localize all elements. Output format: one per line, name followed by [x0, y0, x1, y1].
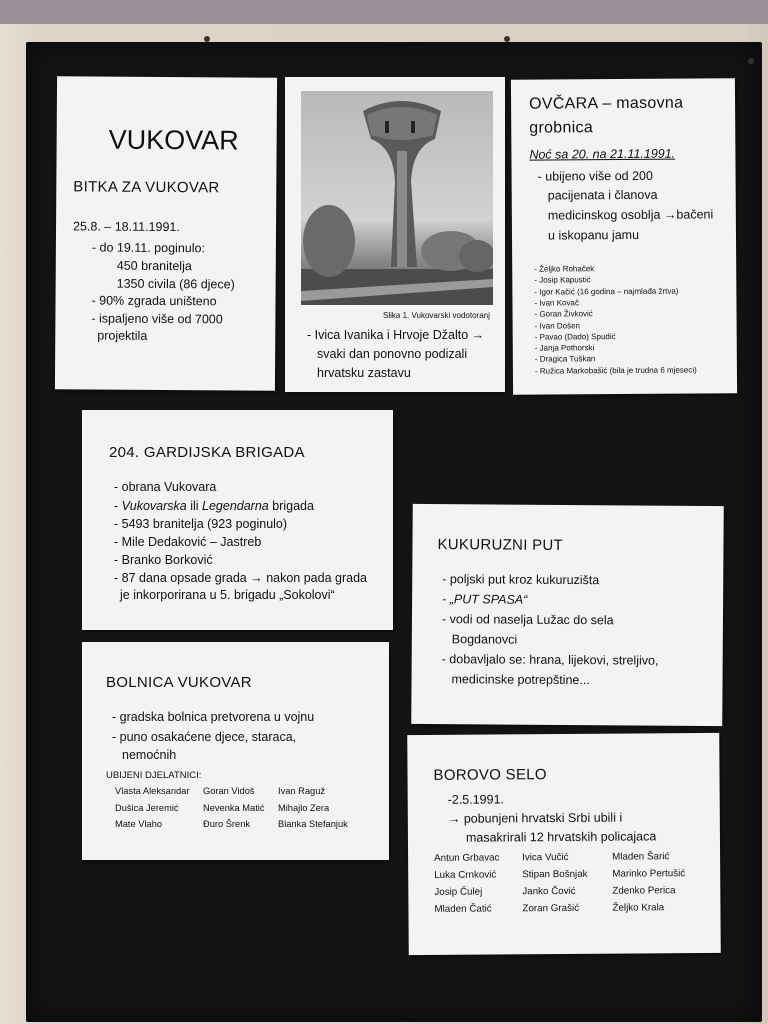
ovcara-line: - ubijeno više od 200 [537, 168, 653, 184]
borovo-victim-name: Antun Grbavac [434, 852, 500, 864]
borovo-line: → pobunjeni hrvatski Srbi ubili i [447, 810, 623, 826]
tower-line: hrvatsku zastavu [317, 366, 411, 380]
borovo-victim-name: Zdenko Perica [612, 885, 676, 897]
water-tower-photo [301, 91, 493, 305]
vukovar-line: - 90% zgrada uništeno [91, 293, 217, 309]
kukuruzni-line: - „PUT SPASA“ [442, 592, 528, 607]
paper-brigada [82, 410, 393, 630]
vukovar-dates: 25.8. – 18.11.1991. [72, 219, 180, 235]
ovcara-victim-name: - Ružica Markobašić (bila je trudna 6 mjeseci) [534, 365, 697, 376]
ovcara-title: grobnica [529, 119, 594, 137]
bolnica-victim-name: Nevenka Matić [203, 802, 265, 813]
vukovar-line: 1350 civila (86 djece) [116, 276, 235, 292]
ovcara-victim-name: - Pavao (Dado) Spudić [534, 331, 616, 342]
bolnica-line: - puno osakaćene djece, staraca, [112, 730, 297, 744]
vukovar-line: - do 19.11. poginulo: [91, 240, 206, 256]
tower-line: - Ivica Ivanika i Hrvoje Džalto → [307, 328, 485, 342]
tower-line: svaki dan ponovno podizali [317, 347, 468, 361]
bolnica-victim-name: Mihajlo Zera [278, 802, 330, 813]
bolnica-victim-name: Đuro Šrenk [203, 819, 251, 829]
borovo-victim-name: Marinko Pertušić [612, 868, 686, 880]
pin [504, 36, 510, 42]
borovo-victim-name: Zoran Grašić [522, 902, 580, 915]
vukovar-line: projektila [97, 328, 148, 343]
ovcara-victim-name: - Željko Rohaček [534, 264, 595, 274]
kukuruzni-line: - poljski put kroz kukuruzišta [442, 572, 600, 588]
borovo-victim-name: Mladen Šarić [612, 851, 670, 863]
ovcara-victim-name: - Igor Kačić (16 godina – najmlađa žrtva) [534, 286, 679, 297]
ovcara-victim-name: - Ivan Došen [534, 320, 581, 331]
borovo-victim-name: Janko Čović [522, 885, 576, 898]
kukuruzni-line: - dobavljalo se: hrana, lijekovi, streljivo, [441, 652, 659, 668]
vukovar-line: - ispaljeno više od 7000 [91, 311, 223, 327]
bolnica-line: nemoćnih [122, 748, 177, 762]
paper-borovo-selo [407, 733, 721, 955]
borovo-victim-name: Mladen Čatić [434, 903, 492, 915]
bolnica-victim-name: Blanka Stefanjuk [278, 819, 348, 829]
ovcara-victim-name: - Goran Živković [534, 309, 593, 319]
bolnica-title: BOLNICA VUKOVAR [106, 674, 252, 691]
kukuruzni-line: Bogdanovci [451, 632, 518, 647]
paper-kukuruzni-put [411, 504, 724, 726]
borovo-line: masakrirali 12 hrvatskih policajaca [465, 829, 657, 845]
brigada-line: - Vukovarska ili Legendarna brigada [114, 499, 314, 513]
bolnica-victim-name: Mate Vlaho [115, 819, 163, 829]
bolnica-victim-name: Goran Vidoš [203, 786, 255, 796]
borovo-victim-name: Josip Čulej [434, 886, 483, 898]
ovcara-victim-name: - Josip Kapustić [534, 275, 591, 285]
ovcara-line: u iskopanu jamu [547, 227, 640, 243]
ovcara-victim-name: - Janja Pothorski [534, 343, 595, 353]
bolnica-victim-name: Ivan Raguž [278, 786, 326, 796]
brigada-line: - Mile Dedaković – Jastreb [114, 535, 262, 549]
paper-bolnica [82, 642, 389, 860]
borovo-victim-name: Stipan Bošnjak [522, 868, 588, 881]
vukovar-subtitle: BITKA ZA VUKOVAR [73, 178, 220, 197]
paper-vukovar [55, 76, 277, 391]
bolnica-victim-name: Dušica Jeremić [115, 802, 179, 813]
ovcara-line: pacijenata i članova [547, 187, 658, 203]
borovo-victim-name: Luka Crnković [434, 869, 497, 881]
brigada-line: - Branko Borković [114, 553, 213, 567]
paper-ovcara [511, 78, 737, 395]
pin [204, 36, 210, 42]
paper-water-tower [285, 77, 505, 392]
brigada-title: 204. GARDIJSKA BRIGADA [109, 444, 305, 461]
borovo-victim-name: Ivica Vučić [522, 851, 569, 864]
brigada-line: - 87 dana opsade grada → nakon pada grada [114, 571, 367, 585]
ovcara-victim-name: - Ivan Kovač [534, 298, 579, 308]
kukuruzni-title: KUKURUZNI PUT [437, 536, 564, 554]
ovcara-victim-name: - Dragica Tuškan [534, 354, 596, 365]
ovcara-date: Noć sa 20. na 21.11.1991. [529, 146, 676, 162]
brigada-line: je inkorporirana u 5. brigadu „Sokolovi“ [120, 588, 335, 602]
pin [748, 58, 754, 64]
vukovar-title: VUKOVAR [108, 124, 239, 156]
ovcara-title: OVČARA – masovna [529, 94, 684, 113]
brigada-line: - 5493 branitelja (923 poginulo) [114, 517, 288, 531]
vukovar-line: 450 branitelja [116, 258, 192, 274]
brigada-line: - obrana Vukovara [114, 480, 217, 494]
borovo-victim-name: Željko Krala [612, 902, 665, 914]
kukuruzni-line: - vodi od naselja Lužac do sela [441, 612, 614, 628]
bolnica-killed-label: UBIJENI DJELATNICI: [106, 770, 202, 781]
tower-caption: Slika 1. Vukovarski vodotoranj [383, 311, 490, 320]
bolnica-line: - gradska bolnica pretvorena u vojnu [112, 710, 315, 724]
kukuruzni-line: medicinske potrepštine... [451, 672, 590, 688]
bolnica-victim-name: Vlasta Aleksandar [115, 786, 190, 796]
borovo-title: BOROVO SELO [433, 766, 547, 784]
ovcara-line: medicinskog osoblja →bačeni [547, 207, 714, 223]
borovo-date: -2.5.1991. [447, 792, 505, 807]
